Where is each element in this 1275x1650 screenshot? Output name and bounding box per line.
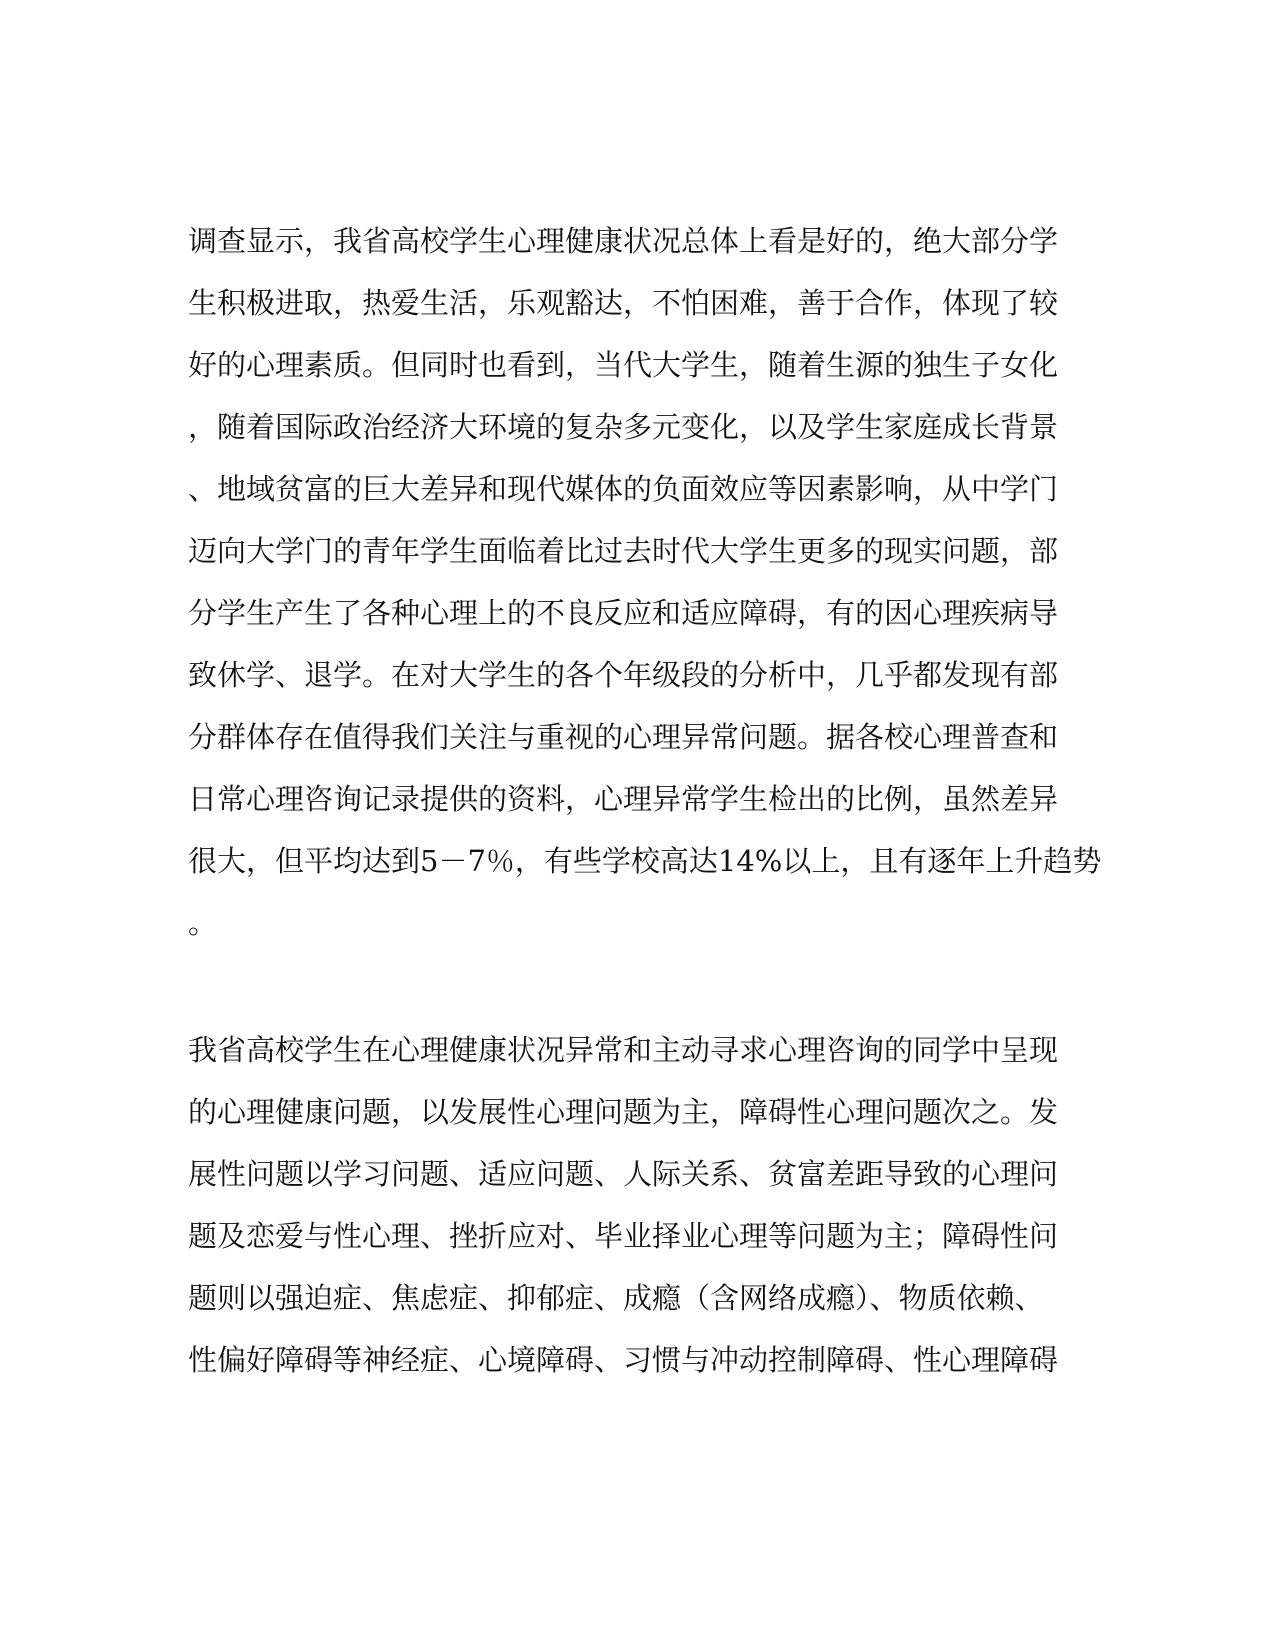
text-line: 致休学、退学。在对大学生的各个年级段的分析中，几乎都发现有部 bbox=[188, 658, 1059, 692]
text-line: 题及恋爱与性心理、挫折应对、毕业择业心理等问题为主；障碍性问 bbox=[188, 1219, 1059, 1253]
text-line: 生积极进取，热爱生活，乐观豁达，不怕困难，善于合作，体现了较 bbox=[188, 286, 1059, 320]
text-line: 迈向大学门的青年学生面临着比过去时代大学生更多的现实问题，部 bbox=[188, 534, 1059, 568]
text-line: 分群体存在值得我们关注与重视的心理异常问题。据各校心理普查和 bbox=[188, 720, 1059, 754]
text-line: 好的心理素质。但同时也看到，当代大学生，随着生源的独生子女化 bbox=[188, 348, 1059, 382]
text-line: 很大，但平均达到5－7％，有些学校高达14%以上，且有逐年上升趋势 bbox=[188, 844, 1102, 878]
text-line: 调查显示，我省高校学生心理健康状况总体上看是好的，绝大部分学 bbox=[188, 224, 1059, 258]
paragraph-survey-results bbox=[188, 210, 1102, 954]
text-line: 的心理健康问题，以发展性心理问题为主，障碍性心理问题次之。发 bbox=[188, 1095, 1059, 1129]
text-line: 日常心理咨询记录提供的资料，心理异常学生检出的比例，虽然差异 bbox=[188, 782, 1059, 816]
paragraph-problem-types bbox=[188, 1019, 1068, 1391]
text-line: 性偏好障碍等神经症、心境障碍、习惯与冲动控制障碍、性心理障碍 bbox=[188, 1343, 1059, 1377]
text-line: 分学生产生了各种心理上的不良反应和适应障碍，有的因心理疾病导 bbox=[188, 596, 1059, 630]
text-line: ，随着国际政治经济大环境的复杂多元变化，以及学生家庭成长背景 bbox=[188, 410, 1059, 444]
text-line: 。 bbox=[188, 906, 218, 940]
text-line: 题则以强迫症、焦虑症、抑郁症、成瘾（含网络成瘾）、物质依赖、 bbox=[188, 1281, 1044, 1315]
text-line: 展性问题以学习问题、适应问题、人际关系、贫富差距导致的心理问 bbox=[188, 1157, 1059, 1191]
text-line: 、地域贫富的巨大差异和现代媒体的负面效应等因素影响，从中学门 bbox=[188, 472, 1059, 506]
text-line: 我省高校学生在心理健康状况异常和主动寻求心理咨询的同学中呈现 bbox=[188, 1033, 1059, 1067]
